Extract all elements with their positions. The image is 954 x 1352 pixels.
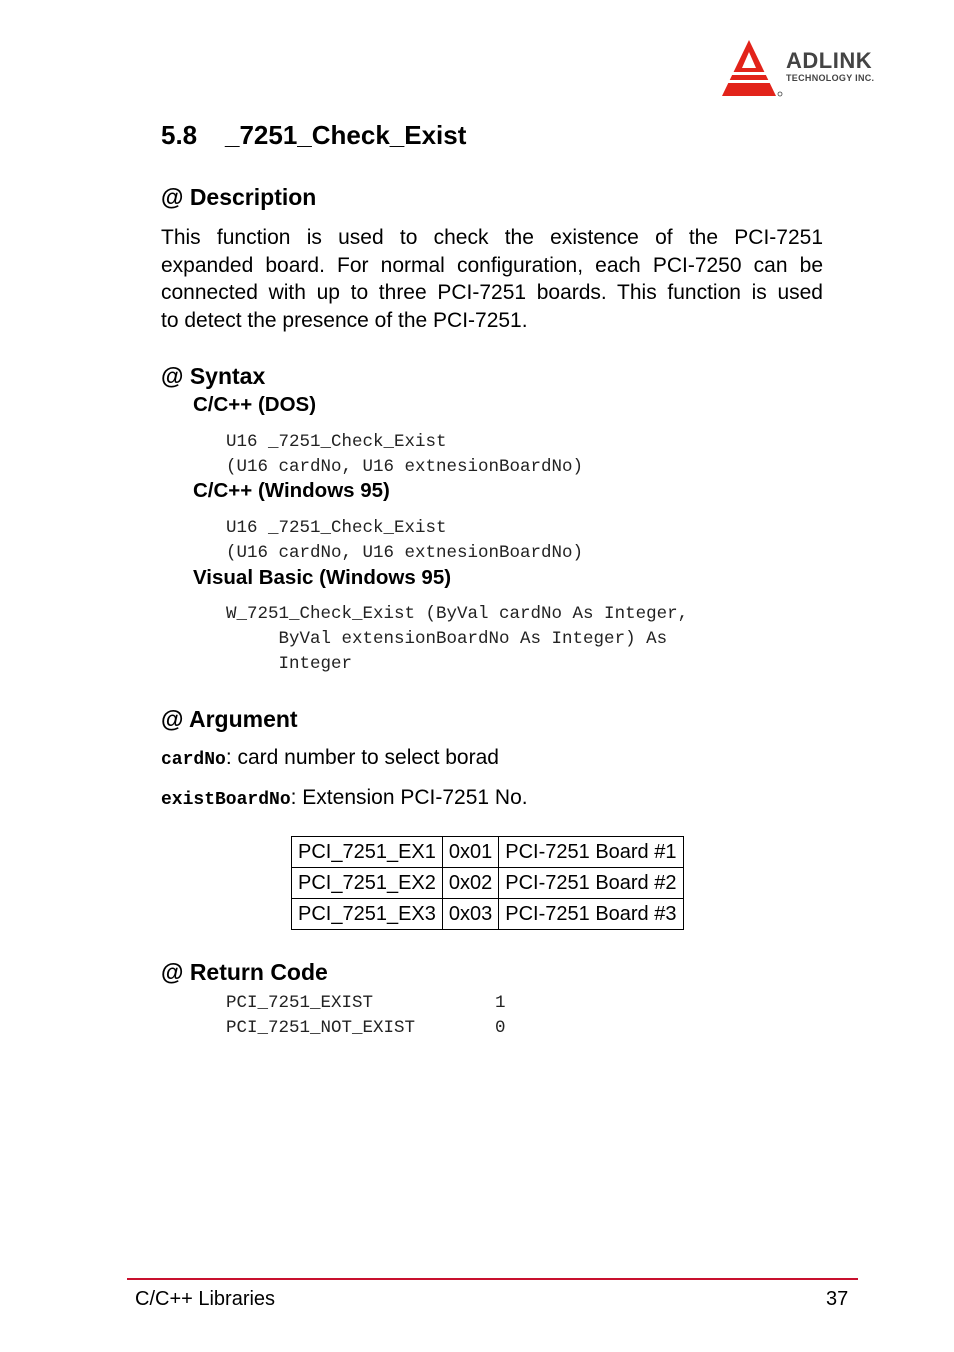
section-name: _7251_Check_Exist: [225, 120, 467, 150]
page-number: 37: [826, 1288, 849, 1310]
argument-name: cardNo: [161, 750, 226, 770]
code-line: U16 _7251_Check_Exist: [226, 432, 447, 452]
argument-heading: @ Argument: [161, 706, 298, 732]
adlink-logo: [722, 38, 912, 100]
return-code-name: PCI_7251_NOT_EXIST: [226, 1018, 416, 1038]
footer-divider: [127, 1278, 858, 1280]
argument-desc: : Extension PCI-7251 No.: [290, 786, 528, 809]
syntax-dos-label: C/C++ (DOS): [193, 393, 317, 416]
adlink-triangle-icon: [722, 38, 784, 98]
logo-tagline: TECHNOLOGY INC.: [786, 73, 875, 83]
syntax-dos-code: [226, 430, 583, 480]
table-cell: PCI-7251 Board #1: [499, 837, 683, 868]
description-line: to detect the presence of the PCI-7251.: [161, 308, 528, 332]
return-code-name: PCI_7251_EXIST: [226, 993, 374, 1013]
table-row: [292, 868, 684, 899]
description-line: connected with up to three PCI-7251 boards. This function is used: [161, 281, 823, 304]
code-line: (U16 cardNo, U16 extnesionBoardNo): [226, 543, 584, 563]
table-cell: PCI-7251 Board #2: [499, 868, 683, 899]
section-number: 5.8: [161, 120, 198, 150]
table-row: [292, 837, 684, 868]
code-line: Integer: [226, 654, 353, 674]
code-line: U16 _7251_Check_Exist: [226, 518, 447, 538]
description-paragraph: [161, 224, 823, 334]
argument-item: [161, 746, 499, 770]
section-title: [161, 120, 466, 151]
return-code-value: 1: [495, 993, 506, 1013]
table-cell: PCI_7251_EX2: [292, 868, 443, 899]
syntax-vb-code: [226, 602, 688, 677]
table-cell: PCI-7251 Board #3: [499, 899, 683, 930]
table-cell: 0x01: [442, 837, 498, 868]
table-cell: 0x02: [442, 868, 498, 899]
code-line: (U16 cardNo, U16 extnesionBoardNo): [226, 457, 584, 477]
footer-chapter: C/C++ Libraries: [135, 1288, 276, 1310]
table-cell: PCI_7251_EX1: [292, 837, 443, 868]
syntax-win95-label: C/C++ (Windows 95): [193, 479, 390, 502]
logo-wordmark: ADLINK: [786, 48, 873, 73]
table-cell: PCI_7251_EX3: [292, 899, 443, 930]
argument-desc: : card number to select borad: [225, 746, 499, 769]
table-cell: 0x03: [442, 899, 498, 930]
syntax-vb-label: Visual Basic (Windows 95): [193, 566, 452, 589]
description-line: expanded board. For normal configuration, each PCI-7250 can be: [161, 253, 823, 277]
code-line: W_7251_Check_Exist (ByVal cardNo As Integer,: [226, 604, 689, 624]
description-line: This function is used to check the existence of the PCI-7251: [161, 226, 823, 249]
argument-name: existBoardNo: [161, 790, 291, 810]
argument-item: [161, 786, 528, 810]
extension-board-table: [291, 836, 684, 930]
table-row: [292, 899, 684, 930]
code-line: ByVal extensionBoardNo As Integer) As: [226, 629, 668, 649]
syntax-heading: @ Syntax: [161, 363, 266, 389]
return-code-heading: @ Return Code: [161, 959, 328, 985]
description-heading: @ Description: [161, 184, 317, 210]
return-code-value: 0: [495, 1018, 506, 1038]
syntax-win95-code: [226, 516, 583, 566]
